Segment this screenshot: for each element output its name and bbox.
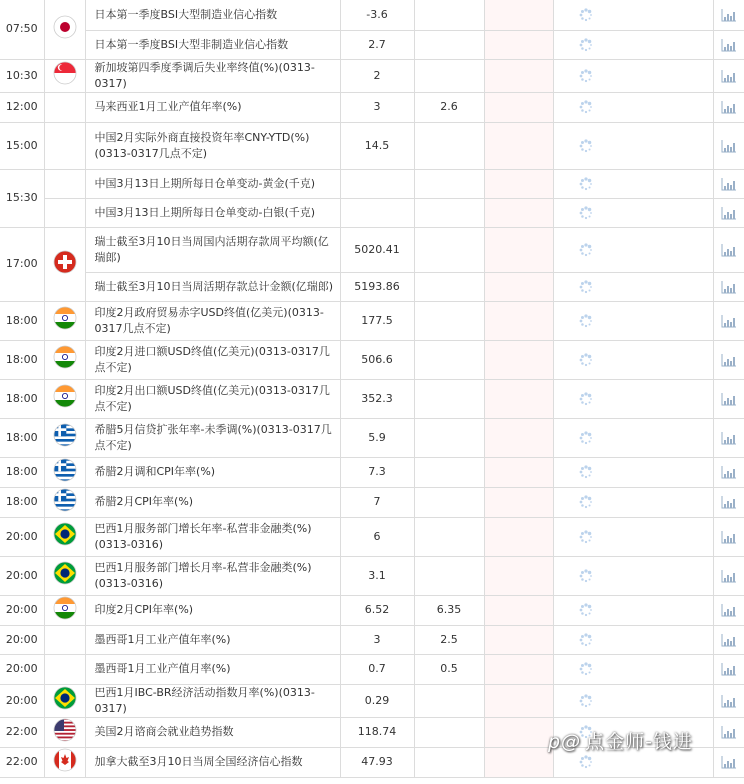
chart-cell bbox=[713, 625, 744, 654]
table-row[interactable] bbox=[0, 487, 744, 517]
chart-cell bbox=[713, 301, 744, 340]
chart-icon[interactable] bbox=[721, 353, 737, 367]
greece-flag-icon bbox=[53, 423, 77, 452]
flag-cell bbox=[44, 418, 85, 457]
actual-value-cell bbox=[484, 301, 553, 340]
chart-cell bbox=[713, 517, 744, 556]
status-cell bbox=[553, 30, 713, 59]
loading-spinner-icon bbox=[579, 603, 593, 617]
actual-value-cell bbox=[484, 340, 553, 379]
actual-value-cell bbox=[484, 169, 553, 198]
previous-value: 0.29 bbox=[340, 684, 414, 717]
status-cell bbox=[553, 418, 713, 457]
previous-value: 352.3 bbox=[340, 379, 414, 418]
time-cell: 15:00 bbox=[0, 122, 44, 169]
chart-icon[interactable] bbox=[721, 8, 737, 22]
status-cell bbox=[553, 487, 713, 517]
time-cell: 18:00 bbox=[0, 457, 44, 487]
forecast-value bbox=[414, 556, 484, 595]
table-row[interactable] bbox=[0, 625, 744, 654]
india-flag-icon bbox=[53, 306, 77, 335]
chart-icon[interactable] bbox=[721, 431, 737, 445]
table-row[interactable] bbox=[0, 198, 744, 227]
status-cell bbox=[553, 625, 713, 654]
previous-value: 5.9 bbox=[340, 418, 414, 457]
status-cell bbox=[553, 517, 713, 556]
previous-value: -3.6 bbox=[340, 0, 414, 30]
chart-cell bbox=[713, 198, 744, 227]
indicator-name: 马来西亚1月工业产值年率(%) bbox=[85, 92, 340, 122]
chart-cell bbox=[713, 418, 744, 457]
flag-cell bbox=[44, 717, 85, 747]
time-cell: 20:00 bbox=[0, 654, 44, 684]
table-row[interactable] bbox=[0, 595, 744, 625]
status-cell bbox=[553, 595, 713, 625]
time-cell: 20:00 bbox=[0, 625, 44, 654]
indicator-name: 巴西1月服务部门增长年率-私营非金融类(%)(0313-0316) bbox=[85, 517, 340, 556]
flag-cell bbox=[44, 92, 85, 122]
time-cell: 20:00 bbox=[0, 595, 44, 625]
switzerland-flag-icon bbox=[53, 250, 77, 279]
status-cell bbox=[553, 379, 713, 418]
time-cell: 12:00 bbox=[0, 92, 44, 122]
indicator-name: 中国3月13日上期所每日仓单变动-白银(千克) bbox=[85, 198, 340, 227]
previous-value: 14.5 bbox=[340, 122, 414, 169]
flag-cell bbox=[44, 122, 85, 169]
previous-value: 118.74 bbox=[340, 717, 414, 747]
chart-icon[interactable] bbox=[721, 530, 737, 544]
time-cell: 10:30 bbox=[0, 59, 44, 92]
status-cell bbox=[553, 59, 713, 92]
chart-icon[interactable] bbox=[721, 465, 737, 479]
chart-cell bbox=[713, 0, 744, 30]
indicator-name: 日本第一季度BSI大型制造业信心指数 bbox=[85, 0, 340, 30]
flag-cell bbox=[44, 595, 85, 625]
flag-cell bbox=[44, 0, 85, 59]
time-cell: 22:00 bbox=[0, 717, 44, 747]
forecast-value bbox=[414, 30, 484, 59]
table-row[interactable] bbox=[0, 457, 744, 487]
chart-cell bbox=[713, 747, 744, 777]
loading-spinner-icon bbox=[579, 38, 593, 52]
indicator-name: 中国3月13日上期所每日仓单变动-黄金(千克) bbox=[85, 169, 340, 198]
watermark-text: 点金师-钱进 bbox=[585, 731, 693, 753]
status-cell bbox=[553, 92, 713, 122]
time-cell: 18:00 bbox=[0, 487, 44, 517]
loading-spinner-icon bbox=[579, 243, 593, 257]
previous-value: 7.3 bbox=[340, 457, 414, 487]
time-cell: 15:30 bbox=[0, 169, 44, 227]
forecast-value bbox=[414, 418, 484, 457]
previous-value: 5193.86 bbox=[340, 272, 414, 301]
loading-spinner-icon bbox=[579, 100, 593, 114]
forecast-value bbox=[414, 169, 484, 198]
previous-value: 3.1 bbox=[340, 556, 414, 595]
previous-value: 506.6 bbox=[340, 340, 414, 379]
chart-cell bbox=[713, 379, 744, 418]
status-cell bbox=[553, 654, 713, 684]
indicator-name: 巴西1月服务部门增长月率-私营非金融类(%)(0313-0316) bbox=[85, 556, 340, 595]
chart-icon[interactable] bbox=[721, 314, 737, 328]
chart-cell bbox=[713, 595, 744, 625]
forecast-value bbox=[414, 198, 484, 227]
previous-value: 5020.41 bbox=[340, 227, 414, 272]
flag-cell bbox=[44, 301, 85, 340]
chart-icon[interactable] bbox=[721, 100, 737, 114]
status-cell bbox=[553, 0, 713, 30]
loading-spinner-icon bbox=[579, 177, 593, 191]
actual-value-cell bbox=[484, 487, 553, 517]
actual-value-cell bbox=[484, 625, 553, 654]
japan-flag-icon bbox=[53, 15, 77, 44]
forecast-value bbox=[414, 340, 484, 379]
chart-icon[interactable] bbox=[721, 69, 737, 83]
chart-icon[interactable] bbox=[721, 392, 737, 406]
flag-cell bbox=[44, 169, 85, 198]
flag-cell bbox=[44, 747, 85, 777]
status-cell bbox=[553, 198, 713, 227]
actual-value-cell bbox=[484, 418, 553, 457]
previous-value bbox=[340, 169, 414, 198]
chart-cell bbox=[713, 30, 744, 59]
time-cell: 18:00 bbox=[0, 379, 44, 418]
status-cell bbox=[553, 227, 713, 272]
loading-spinner-icon bbox=[579, 694, 593, 708]
status-cell bbox=[553, 169, 713, 198]
flag-cell bbox=[44, 227, 85, 301]
forecast-value: 2.5 bbox=[414, 625, 484, 654]
indicator-name: 印度2月出口额USD终值(亿美元)(0313-0317几点不定) bbox=[85, 379, 340, 418]
flag-cell bbox=[44, 457, 85, 487]
india-flag-icon bbox=[53, 596, 77, 625]
flag-cell bbox=[44, 198, 85, 227]
chart-icon[interactable] bbox=[721, 243, 737, 257]
time-cell: 18:00 bbox=[0, 340, 44, 379]
table-row[interactable] bbox=[0, 684, 744, 717]
indicator-name: 日本第一季度BSI大型非制造业信心指数 bbox=[85, 30, 340, 59]
actual-value-cell bbox=[484, 654, 553, 684]
chart-cell bbox=[713, 272, 744, 301]
flag-cell bbox=[44, 379, 85, 418]
table-row[interactable] bbox=[0, 379, 744, 418]
forecast-value bbox=[414, 487, 484, 517]
loading-spinner-icon bbox=[579, 280, 593, 294]
singapore-flag-icon bbox=[53, 61, 77, 90]
table-row[interactable] bbox=[0, 122, 744, 169]
chart-cell bbox=[713, 654, 744, 684]
chart-cell bbox=[713, 487, 744, 517]
loading-spinner-icon bbox=[579, 662, 593, 676]
previous-value: 6 bbox=[340, 517, 414, 556]
forecast-value bbox=[414, 0, 484, 30]
loading-spinner-icon bbox=[579, 139, 593, 153]
status-cell bbox=[553, 272, 713, 301]
chart-cell bbox=[713, 340, 744, 379]
chart-cell bbox=[713, 556, 744, 595]
indicator-name: 印度2月CPI年率(%) bbox=[85, 595, 340, 625]
chart-cell bbox=[713, 169, 744, 198]
forecast-value bbox=[414, 122, 484, 169]
actual-value-cell bbox=[484, 122, 553, 169]
previous-value: 177.5 bbox=[340, 301, 414, 340]
actual-value-cell bbox=[484, 556, 553, 595]
time-cell: 20:00 bbox=[0, 517, 44, 556]
status-cell bbox=[553, 457, 713, 487]
table-row[interactable] bbox=[0, 30, 744, 59]
brazil-flag-icon bbox=[53, 561, 77, 590]
loading-spinner-icon bbox=[579, 569, 593, 583]
chart-icon[interactable] bbox=[721, 725, 737, 739]
indicator-name: 印度2月政府贸易赤字USD终值(亿美元)(0313-0317几点不定) bbox=[85, 301, 340, 340]
chart-cell bbox=[713, 684, 744, 717]
loading-spinner-icon bbox=[579, 69, 593, 83]
time-cell: 18:00 bbox=[0, 301, 44, 340]
chart-icon[interactable] bbox=[721, 206, 737, 220]
status-cell bbox=[553, 340, 713, 379]
table-row[interactable] bbox=[0, 340, 744, 379]
flag-cell bbox=[44, 654, 85, 684]
chart-icon[interactable] bbox=[721, 38, 737, 52]
table-row[interactable] bbox=[0, 92, 744, 122]
brazil-flag-icon bbox=[53, 686, 77, 715]
previous-value bbox=[340, 198, 414, 227]
table-row[interactable] bbox=[0, 556, 744, 595]
loading-spinner-icon bbox=[579, 314, 593, 328]
forecast-value: 6.35 bbox=[414, 595, 484, 625]
chart-icon[interactable] bbox=[721, 755, 737, 769]
forecast-value bbox=[414, 227, 484, 272]
india-flag-icon bbox=[53, 384, 77, 413]
loading-spinner-icon bbox=[579, 353, 593, 367]
actual-value-cell bbox=[484, 227, 553, 272]
status-cell bbox=[553, 684, 713, 717]
forecast-value bbox=[414, 517, 484, 556]
indicator-name: 墨西哥1月工业产值月率(%) bbox=[85, 654, 340, 684]
forecast-value: 2.6 bbox=[414, 92, 484, 122]
time-cell: 20:00 bbox=[0, 684, 44, 717]
time-cell: 18:00 bbox=[0, 418, 44, 457]
loading-spinner-icon bbox=[579, 206, 593, 220]
indicator-name: 墨西哥1月工业产值年率(%) bbox=[85, 625, 340, 654]
loading-spinner-icon bbox=[579, 633, 593, 647]
greece-flag-icon bbox=[53, 458, 77, 487]
watermark bbox=[548, 727, 693, 754]
usa-flag-icon bbox=[53, 718, 77, 747]
forecast-value bbox=[414, 717, 484, 747]
actual-value-cell bbox=[484, 517, 553, 556]
table-row[interactable] bbox=[0, 654, 744, 684]
time-cell: 17:00 bbox=[0, 227, 44, 301]
chart-icon[interactable] bbox=[721, 603, 737, 617]
flag-cell bbox=[44, 625, 85, 654]
flag-cell bbox=[44, 684, 85, 717]
table-row[interactable] bbox=[0, 418, 744, 457]
time-cell: 20:00 bbox=[0, 556, 44, 595]
loading-spinner-icon bbox=[579, 431, 593, 445]
canada-flag-icon bbox=[53, 748, 77, 777]
chart-cell bbox=[713, 227, 744, 272]
indicator-name: 希腊2月CPI年率(%) bbox=[85, 487, 340, 517]
forecast-value: 0.5 bbox=[414, 654, 484, 684]
chart-icon[interactable] bbox=[721, 662, 737, 676]
forecast-value bbox=[414, 59, 484, 92]
watermark-logo: p@ bbox=[548, 731, 582, 753]
forecast-value bbox=[414, 379, 484, 418]
previous-value: 2 bbox=[340, 59, 414, 92]
table-row[interactable] bbox=[0, 169, 744, 198]
previous-value: 0.7 bbox=[340, 654, 414, 684]
status-cell bbox=[553, 556, 713, 595]
table-row[interactable] bbox=[0, 272, 744, 301]
chart-icon[interactable] bbox=[721, 633, 737, 647]
actual-value-cell bbox=[484, 59, 553, 92]
brazil-flag-icon bbox=[53, 522, 77, 551]
forecast-value bbox=[414, 301, 484, 340]
previous-value: 6.52 bbox=[340, 595, 414, 625]
forecast-value bbox=[414, 457, 484, 487]
previous-value: 3 bbox=[340, 92, 414, 122]
table-row[interactable] bbox=[0, 227, 744, 272]
india-flag-icon bbox=[53, 345, 77, 374]
status-cell bbox=[553, 122, 713, 169]
indicator-name: 希腊2月调和CPI年率(%) bbox=[85, 457, 340, 487]
forecast-value bbox=[414, 272, 484, 301]
indicator-name: 希腊5月信贷扩张年率-未季调(%)(0313-0317几点不定) bbox=[85, 418, 340, 457]
actual-value-cell bbox=[484, 717, 553, 747]
loading-spinner-icon bbox=[579, 755, 593, 769]
actual-value-cell bbox=[484, 30, 553, 59]
actual-value-cell bbox=[484, 0, 553, 30]
chart-cell bbox=[713, 59, 744, 92]
time-cell: 22:00 bbox=[0, 747, 44, 777]
actual-value-cell bbox=[484, 198, 553, 227]
indicator-name: 美国2月谘商会就业趋势指数 bbox=[85, 717, 340, 747]
table-row[interactable] bbox=[0, 59, 744, 92]
actual-value-cell bbox=[484, 747, 553, 777]
previous-value: 3 bbox=[340, 625, 414, 654]
table-row[interactable] bbox=[0, 0, 744, 30]
forecast-value bbox=[414, 747, 484, 777]
status-cell bbox=[553, 301, 713, 340]
previous-value: 7 bbox=[340, 487, 414, 517]
chart-cell bbox=[713, 457, 744, 487]
forecast-value bbox=[414, 684, 484, 717]
indicator-name: 印度2月进口额USD终值(亿美元)(0313-0317几点不定) bbox=[85, 340, 340, 379]
indicator-name: 中国2月实际外商直接投资年率CNY-YTD(%)(0313-0317几点不定) bbox=[85, 122, 340, 169]
chart-icon[interactable] bbox=[721, 177, 737, 191]
chart-icon[interactable] bbox=[721, 280, 737, 294]
chart-icon[interactable] bbox=[721, 139, 737, 153]
actual-value-cell bbox=[484, 92, 553, 122]
loading-spinner-icon bbox=[579, 465, 593, 479]
actual-value-cell bbox=[484, 457, 553, 487]
actual-value-cell bbox=[484, 272, 553, 301]
indicator-name: 新加坡第四季度季调后失业率终值(%)(0313-0317) bbox=[85, 59, 340, 92]
chart-icon[interactable] bbox=[721, 569, 737, 583]
table-row[interactable] bbox=[0, 301, 744, 340]
chart-icon[interactable] bbox=[721, 495, 737, 509]
indicator-name: 瑞士截至3月10日当周国内活期存款周平均额(亿瑞郎) bbox=[85, 227, 340, 272]
chart-cell bbox=[713, 92, 744, 122]
time-cell: 07:50 bbox=[0, 0, 44, 59]
previous-value: 47.93 bbox=[340, 747, 414, 777]
loading-spinner-icon bbox=[579, 8, 593, 22]
flag-cell bbox=[44, 340, 85, 379]
flag-cell bbox=[44, 487, 85, 517]
chart-cell bbox=[713, 122, 744, 169]
actual-value-cell bbox=[484, 379, 553, 418]
flag-cell bbox=[44, 556, 85, 595]
greece-flag-icon bbox=[53, 488, 77, 517]
loading-spinner-icon bbox=[579, 392, 593, 406]
flag-cell bbox=[44, 517, 85, 556]
loading-spinner-icon bbox=[579, 495, 593, 509]
chart-icon[interactable] bbox=[721, 694, 737, 708]
flag-cell bbox=[44, 59, 85, 92]
indicator-name: 瑞士截至3月10日当周活期存款总计金额(亿瑞郎) bbox=[85, 272, 340, 301]
previous-value: 2.7 bbox=[340, 30, 414, 59]
table-row[interactable] bbox=[0, 517, 744, 556]
indicator-name: 巴西1月IBC-BR经济活动指数月率(%)(0313-0317) bbox=[85, 684, 340, 717]
actual-value-cell bbox=[484, 595, 553, 625]
actual-value-cell bbox=[484, 684, 553, 717]
chart-cell bbox=[713, 717, 744, 747]
loading-spinner-icon bbox=[579, 530, 593, 544]
indicator-name: 加拿大截至3月10日当周全国经济信心指数 bbox=[85, 747, 340, 777]
